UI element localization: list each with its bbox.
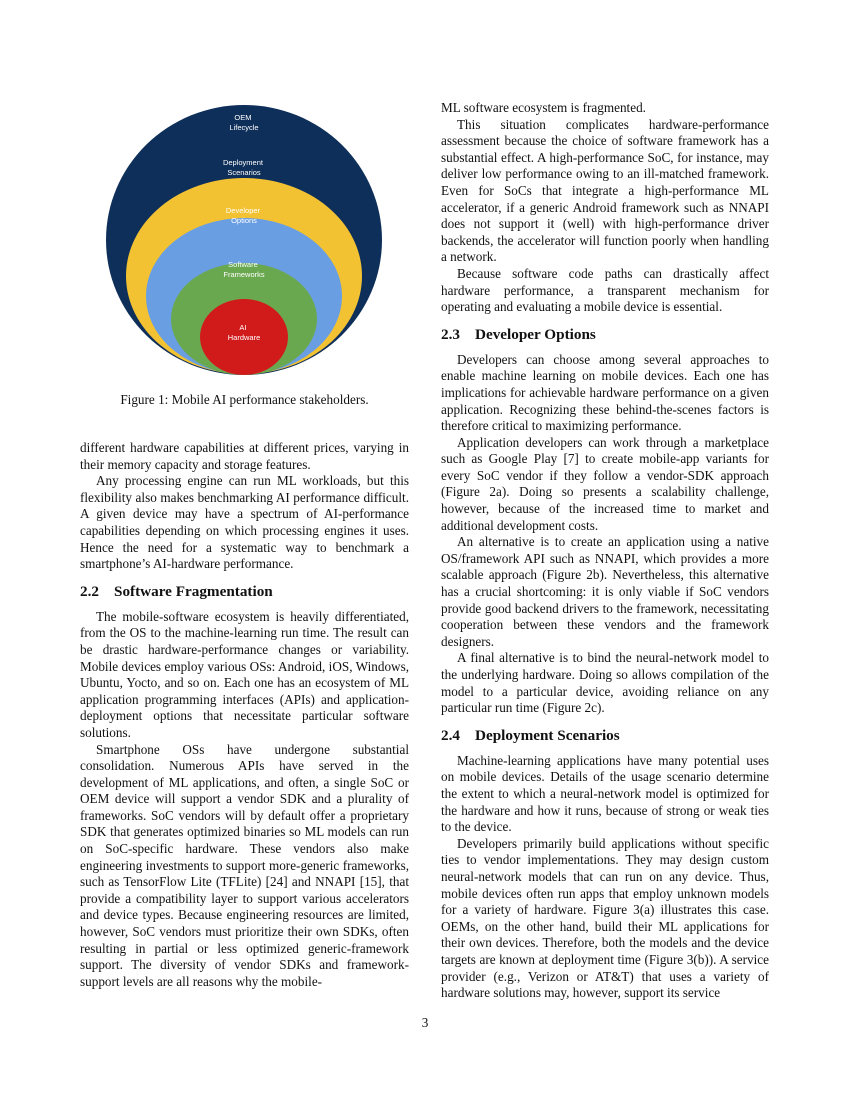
label-software-frameworks: Software Frameworks (223, 260, 265, 279)
section-heading-2-3 (441, 326, 769, 344)
paragraph: An alternative is to create an application using a native OS/framework API such as NNAPI, which provides a more scalable approach (Figure 2b). Nevertheless, this alternative has a crucial shortcoming: it is only viable if SoC vendors provide good backend drivers to the framework, necessitating cooperation between these vendors and the framework designers. (441, 534, 769, 649)
paragraph: A final alternative is to bind the neural-network model to the underlying hardware. Doing so allows compilation of the model to a particular device, avoiding reliance on any particular run time (Figure 2c). (441, 650, 769, 716)
paragraph: Application developers can work through a marketplace such as Google Play [7] to create mobile-app variants for every SoC vendor if they follow a vendor-SDK approach (Figure 2a). Doing so presents a scalability challenge, however, because of the increased time to market and additional development costs. (441, 434, 769, 533)
paragraph: The mobile-software ecosystem is heavily differentiated, from the OS to the machine-learning run time. The result can be drastic hardware-performance changes or variability. Mobile devices employ various OSs: Android, iOS, Windows, Ubuntu, Yocto, and so on. Each one has an ecosystem of ML application programming interfaces (APIs) and application-deployment options that necessitate particular software solutions. (80, 608, 409, 740)
right-column (441, 100, 769, 1002)
paragraph: Any processing engine can run ML workloads, but this flexibility also makes benchmarking AI performance difficult. A given device may have a spectrum of AI-performance capabilities depending on which processing engines it uses. Hence the need for a systematic way to benchmark a smartphone’s AI-hardware performance. (80, 473, 409, 572)
figure-caption: Figure 1: Mobile AI performance stakeholders. (120, 392, 369, 407)
paragraph: Smartphone OSs have undergone substantial consolidation. Numerous APIs have served in the development of ML applications, and often, a single SoC or OEM device will support a vendor SDK and a plurality of frameworks. SoC vendors will by default offer a proprietary SDK that generates optimized binaries so ML models can run on SoC-specific hardware. These vendors also make engineering investments to support more-generic frameworks, such as TensorFlow Lite (TFLite) [24] and NNAPI [15], that provide a compatibility layer to support various accelerators and device types. Because engineering resources are limited, however, SoC vendors must prioritize their own SDKs, often resulting in partial or less optimized generic-framework support. The diversity of vendor SDKs and framework-support levels are all reasons why the mobile- (80, 741, 409, 989)
left-column (80, 440, 409, 990)
section-title: Software Fragmentation (114, 582, 273, 600)
paragraph: Developers can choose among several approaches to enable machine learning on mobile devices. Each one has implications for achievable hardware performance on a given application. Recognizing these behind-the-scenes factors is therefore critical to maximizing performance. (441, 351, 769, 434)
figure-stakeholders-diagram (100, 105, 390, 375)
label-oem-lifecycle: OEM Lifecycle (229, 113, 259, 132)
section-number: 2.3 (441, 325, 460, 343)
paragraph: Because software code paths can drastically affect hardware performance, a transparent mechanism for operating and evaluating a mobile device is essential. (441, 265, 769, 315)
paragraph: This situation complicates hardware-performance assessment because the choice of software framework has a substantial effect. A high-performance SoC, for instance, may deliver low performance owing to an ill-matched framework. Even for SoCs that integrate a high-performance ML accelerator, if a generic Android framework such as NNAPI does not support it (well) with high-performance driver backends, the accelerator will function poorly when handling a network. (441, 116, 769, 265)
label-ai-hardware: AI Hardware (227, 323, 261, 342)
label-deployment-scenarios: Deployment Scenarios (222, 158, 263, 177)
paragraph: Developers primarily build applications without specific ties to vendor implementations. They may design custom neural-network models that can run on any device. Thus, mobile devices often run apps that employ unknown models for a variety of hardware. Figure 3(a) illustrates this case. OEMs, on the other hand, build their ML applications for their own devices. Therefore, both the models and the device targets are known at deployment time (Figure 3(b)). A service provider (e.g., Verizon or AT&T) that uses a variety of hardware solutions may, however, support its service (441, 835, 769, 1001)
section-number: 2.4 (441, 726, 460, 744)
section-heading-2-4 (441, 727, 769, 745)
nested-circles-diagram (100, 105, 390, 375)
section-number: 2.2 (80, 582, 99, 600)
section-title: Developer Options (475, 325, 596, 343)
label-developer-options: Developer Options (225, 206, 261, 225)
paragraph: ML software ecosystem is fragmented. (441, 100, 646, 115)
page-number: 3 (421, 1015, 429, 1030)
paragraph: different hardware capabilities at different prices, varying in their memory capacity and storage features. (80, 440, 409, 472)
section-heading-2-2 (80, 583, 409, 601)
paragraph: Machine-learning applications have many potential uses on mobile devices. Details of the usage scenario determine the extent to which a neural-network model is optimized for the hardware and how it runs, because of strong or weak ties to the device. (441, 752, 769, 835)
section-title: Deployment Scenarios (475, 726, 620, 744)
